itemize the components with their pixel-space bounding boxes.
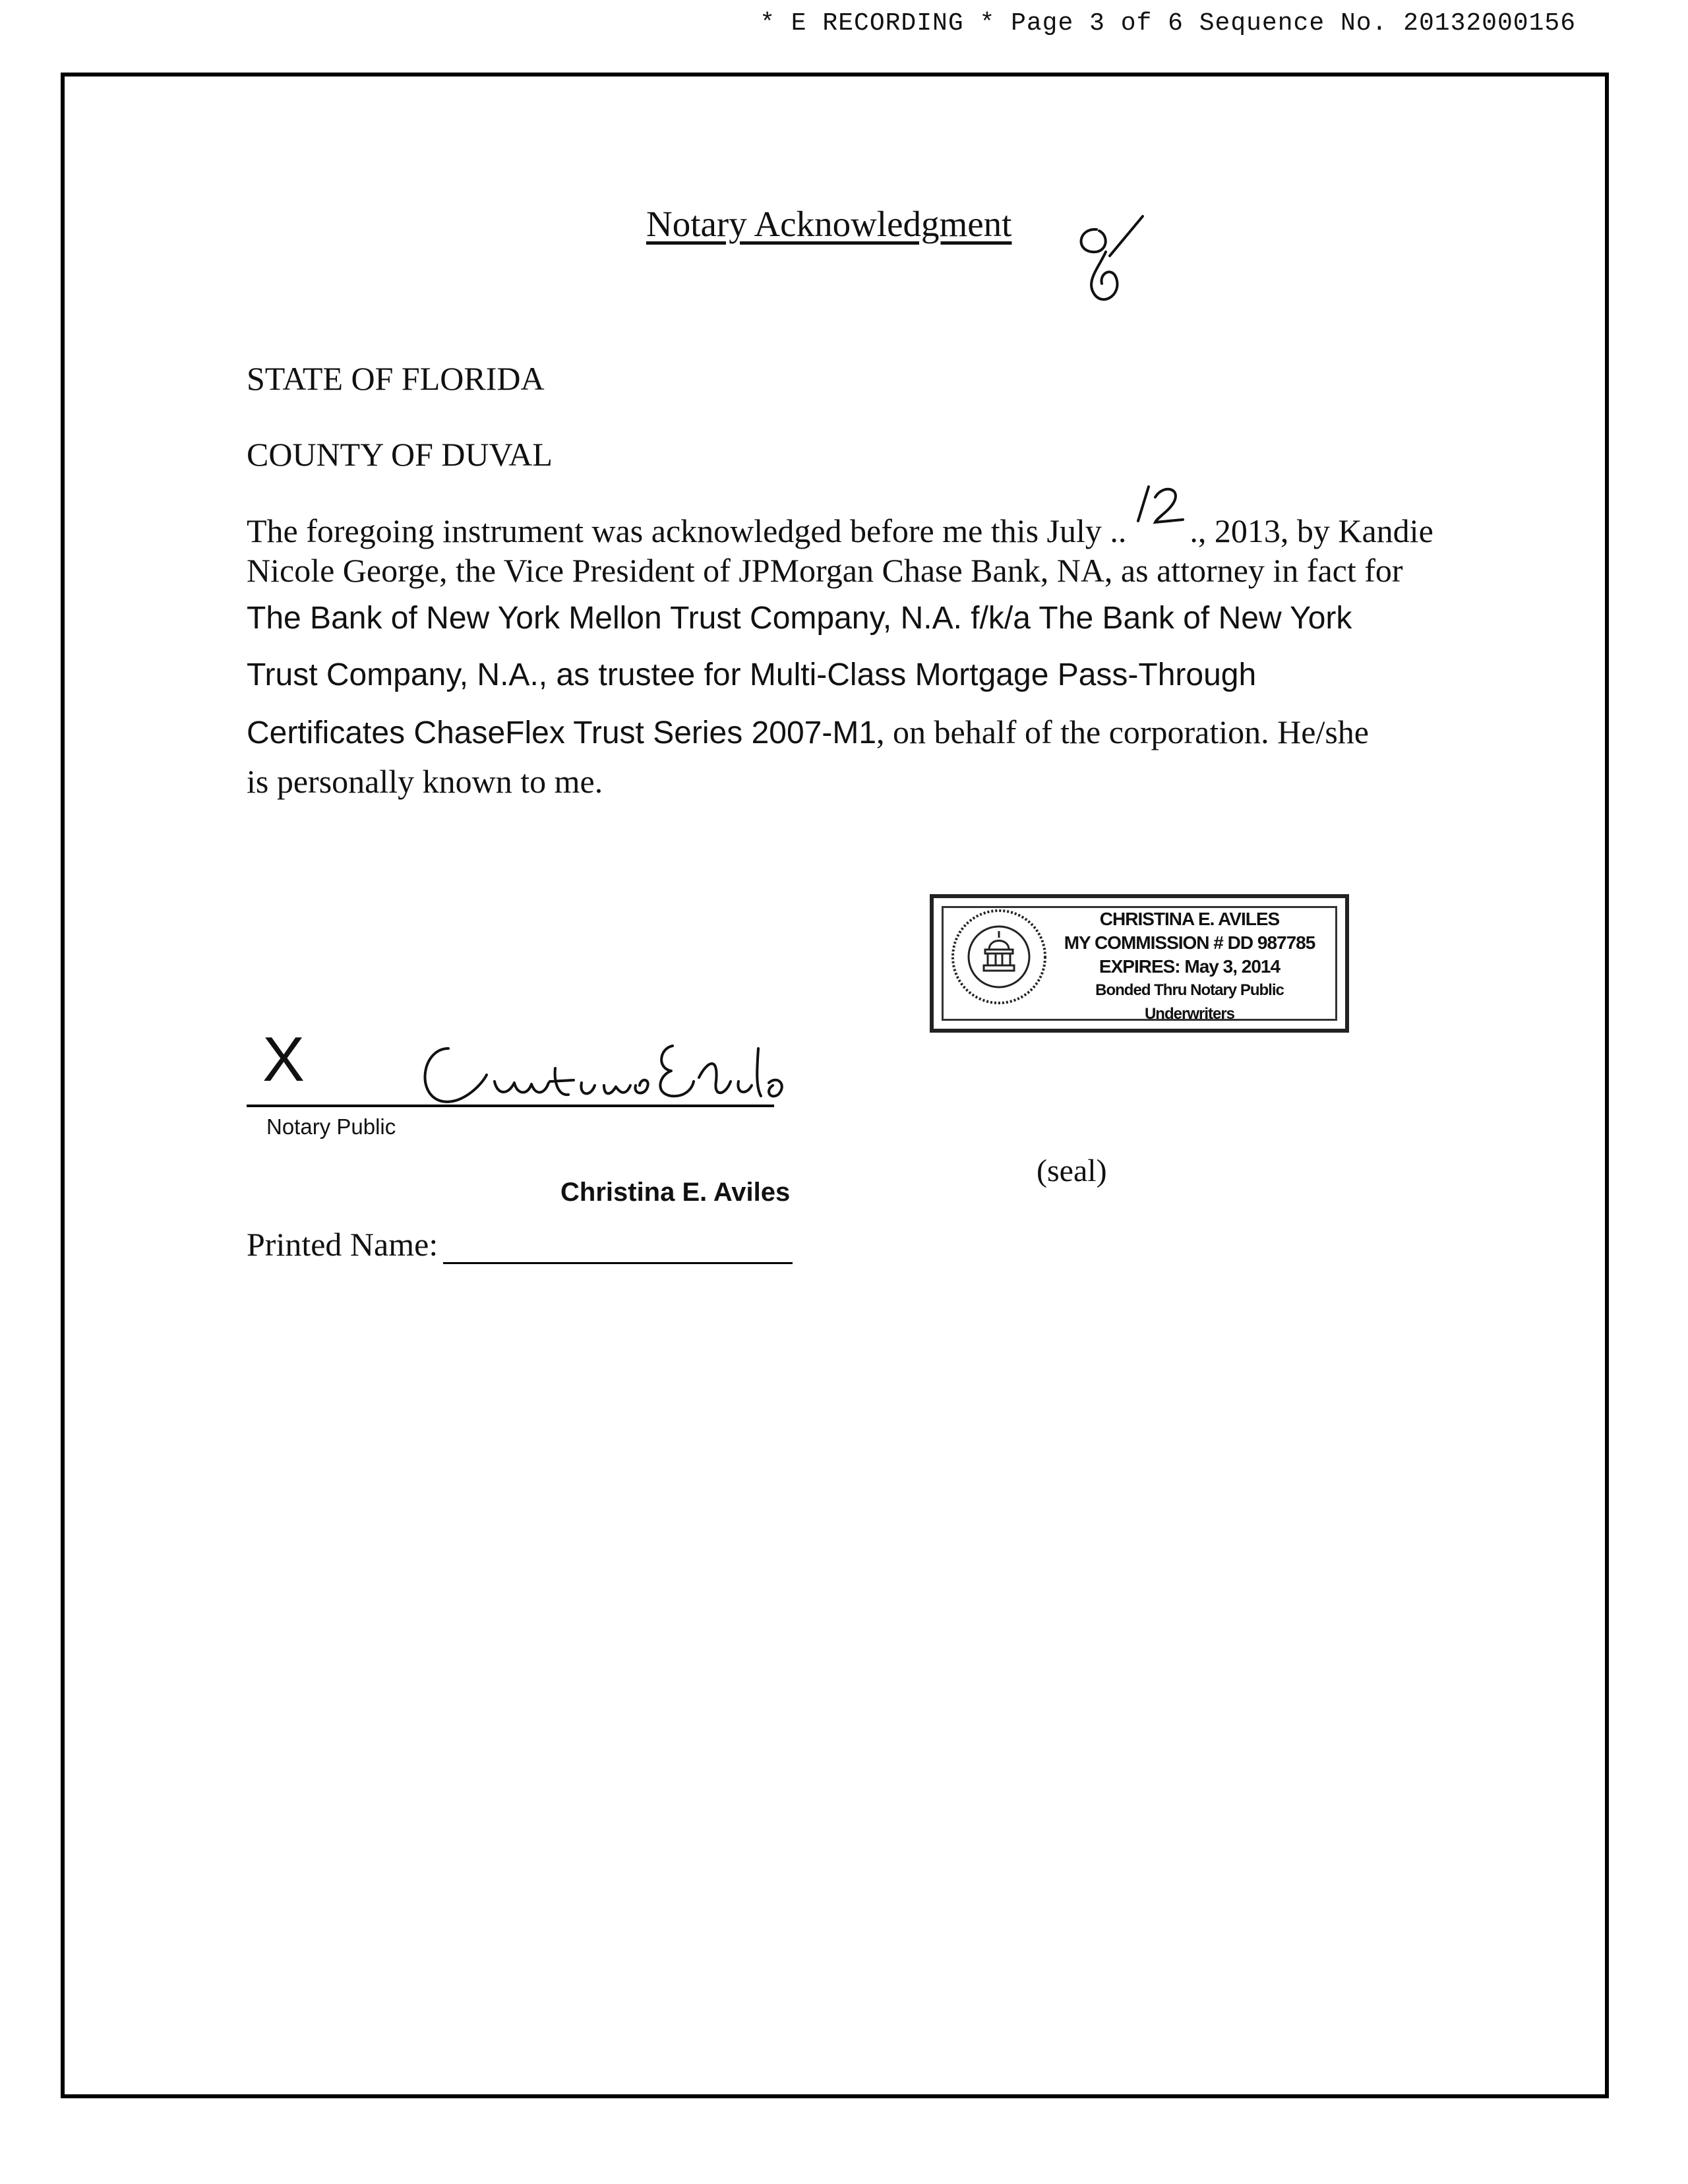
printed-name-label: Printed Name:: [247, 1226, 438, 1263]
document-title: Notary Acknowledgment: [646, 204, 1012, 244]
stamp-text: [1058, 907, 1321, 1026]
body-line-3: The Bank of New York Mellon Trust Company, N.A. f/k/a The Bank of New York: [247, 601, 1352, 636]
printed-name-line: [443, 1262, 793, 1264]
county-heading: COUNTY OF DUVAL: [247, 436, 553, 473]
handwritten-page-mark: [1058, 210, 1157, 309]
printed-name-value: Christina E. Aviles: [560, 1178, 791, 1207]
florida-seal-icon: [950, 907, 1048, 1006]
stamp-name: CHRISTINA E. AVILES: [1099, 909, 1280, 929]
stamp-commission: MY COMMISSION # DD 987785: [1064, 932, 1315, 953]
seal-label: (seal): [1037, 1153, 1107, 1188]
body-line-4: Trust Company, N.A., as trustee for Multi-Class Mortgage Pass-Through: [247, 657, 1257, 692]
acknowledgment-body: [247, 509, 1447, 801]
stamp-bonded: Bonded Thru Notary Public Underwriters: [1095, 981, 1284, 1023]
body-line-2: Nicole George, the Vice President of JPMorgan Chase Bank, NA, as attorney in fact for: [247, 552, 1403, 589]
handwritten-signature: [409, 1022, 857, 1128]
signature-x-mark: X: [262, 1024, 305, 1095]
handwritten-date-day: [1126, 509, 1190, 542]
body-line-5: Certificates ChaseFlex Trust Series 2007-M1, on behalf of the corporation. He/she: [247, 713, 1370, 750]
notary-public-label: Notary Public: [266, 1114, 396, 1139]
state-heading: STATE OF FLORIDA: [247, 360, 545, 397]
notary-stamp: [930, 894, 1349, 1033]
body-line-1: The foregoing instrument was acknowledged before me this July .. ., 2013, by Kandie: [247, 509, 1447, 551]
recording-header: * E RECORDING * Page 3 of 6 Sequence No. 20132000156: [760, 9, 1576, 38]
body-line-6: is personally known to me.: [247, 763, 603, 800]
stamp-expires: EXPIRES: May 3, 2014: [1099, 956, 1281, 977]
